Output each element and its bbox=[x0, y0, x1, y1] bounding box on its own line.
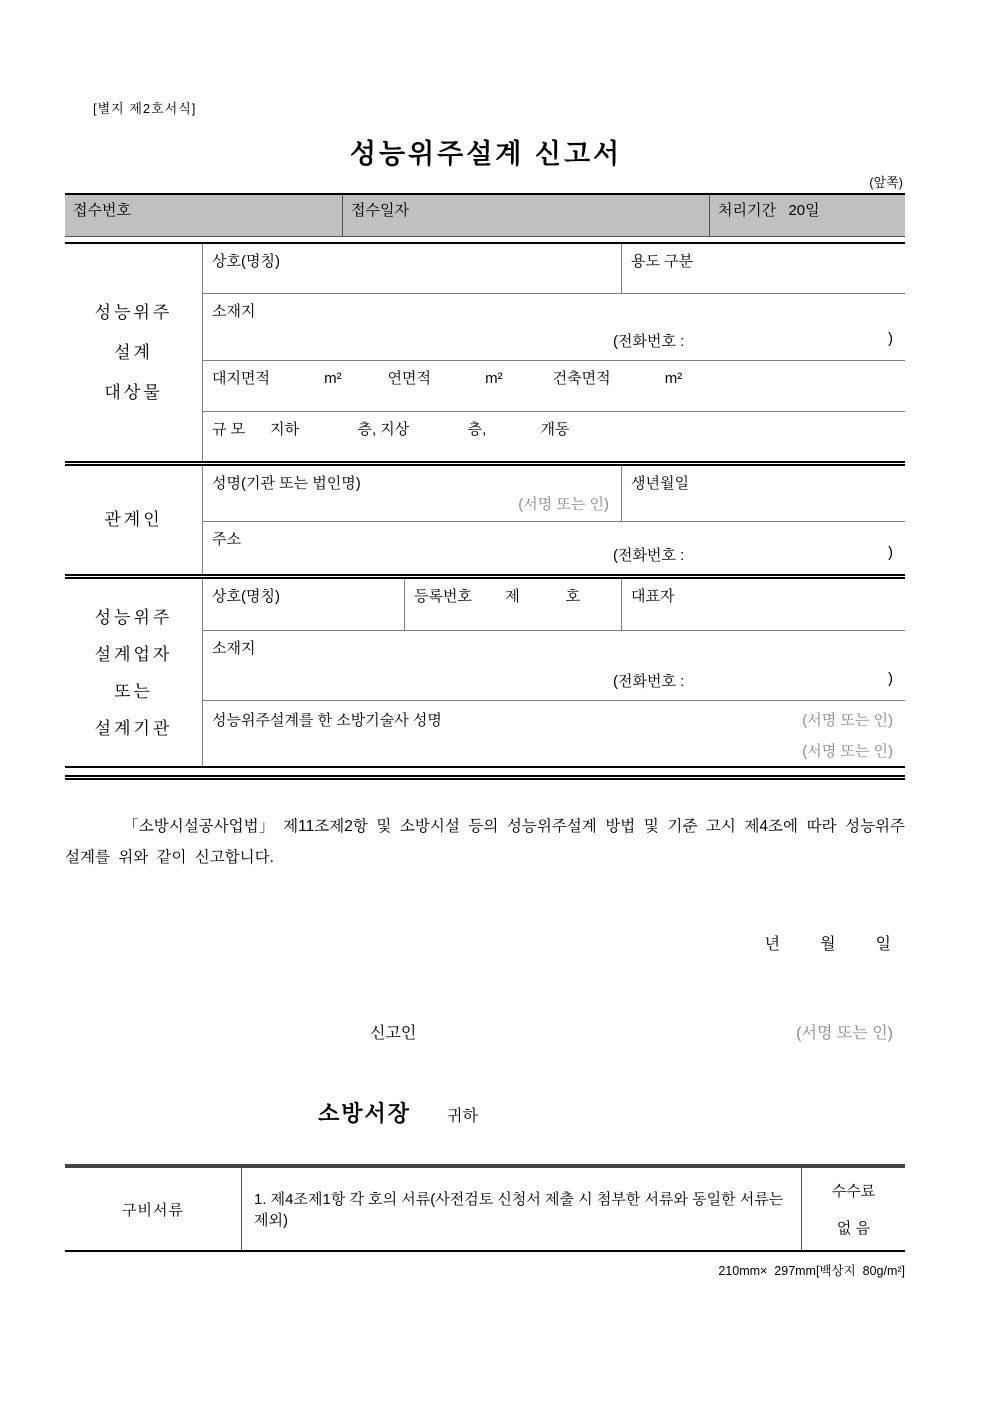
fire-engineer-label: 성능위주설계를 한 소방기술사 성명 bbox=[212, 712, 442, 729]
designer-trade-name-cell: 상호(명칭) bbox=[203, 579, 405, 630]
phone-number-line bbox=[613, 330, 905, 351]
attachments-item-cell: 1. 제4조제1항 각 호의 서류(사전검토 신청서 제출 시 첨부한 서류와 동일한 서류는 제외) bbox=[242, 1168, 802, 1250]
design-target-section bbox=[65, 242, 905, 466]
attachments-table bbox=[65, 1164, 905, 1252]
scale-fields: 규 모 지하 층, 지상 층, 개동 bbox=[212, 421, 570, 438]
fee-cell bbox=[802, 1168, 905, 1250]
related-person-section-label bbox=[65, 466, 203, 574]
fire-engineer-row bbox=[203, 701, 905, 766]
phone-number-line bbox=[613, 544, 905, 565]
page-title: 성능위주설계 신고서 bbox=[349, 139, 623, 169]
paper-spec-label: 210mm× 297mm[백상지 80g/m²] bbox=[718, 1264, 905, 1278]
declarant-label: 신고인 bbox=[370, 1025, 417, 1042]
declarant-row bbox=[65, 1020, 905, 1043]
declaration-text: 「소방시설공사업법」 제11조제2항 및 소방시설 등의 성능위주설계 방법 및 기준 고시 제4조에 따라 성능위주설계를 위와 같이 신고합니다. bbox=[65, 818, 905, 866]
person-name-row bbox=[203, 466, 905, 522]
attachments-label-cell: 구비서류 bbox=[65, 1168, 242, 1250]
processing-period-cell: 처리기간 20일 bbox=[718, 202, 820, 219]
section-label-line: 성능위주 bbox=[94, 302, 173, 322]
section-label-line: 성능위주 bbox=[94, 607, 173, 627]
designer-section-label bbox=[65, 579, 203, 766]
trade-name-row bbox=[203, 244, 905, 294]
honorific-label: 귀하 bbox=[447, 1108, 478, 1125]
receipt-header-table bbox=[65, 193, 905, 237]
representative-cell: 대표자 bbox=[631, 588, 675, 605]
sign-or-seal-label: (서명 또는 인) bbox=[518, 496, 609, 513]
area-row bbox=[203, 361, 905, 412]
front-side-marker: (앞쪽) bbox=[869, 175, 903, 190]
designer-location-row bbox=[203, 631, 905, 701]
phone-suffix: ) bbox=[888, 330, 893, 347]
address-label: 주소 bbox=[212, 531, 241, 548]
section-label-line: 설계기관 bbox=[94, 718, 173, 738]
scale-row bbox=[203, 412, 905, 461]
recipient-title: 소방서장 bbox=[318, 1101, 412, 1126]
use-class-cell: 용도 구분 bbox=[631, 253, 694, 270]
phone-number-line bbox=[613, 670, 905, 691]
section-label-line: 또는 bbox=[114, 681, 153, 701]
person-name-label: 성명(기관 또는 법인명) bbox=[212, 475, 361, 492]
birth-date-cell: 생년월일 bbox=[631, 475, 689, 492]
designer-name-row bbox=[203, 579, 905, 631]
phone-suffix: ) bbox=[888, 544, 893, 561]
section-label-line: 설계업자 bbox=[94, 644, 173, 664]
form-code-label: [별지 제2호서식] bbox=[93, 101, 197, 116]
phone-suffix: ) bbox=[888, 670, 893, 687]
date-line: 년 월 일 bbox=[764, 936, 891, 953]
location-label: 소재지 bbox=[212, 303, 256, 320]
fee-label: 수수료 bbox=[831, 1183, 876, 1200]
related-person-section bbox=[65, 466, 905, 579]
person-name-cell bbox=[203, 466, 622, 521]
section-end-rule bbox=[65, 775, 905, 780]
form-body bbox=[65, 172, 905, 1279]
phone-prefix: (전화번호 : bbox=[613, 547, 685, 564]
phone-prefix: (전화번호 : bbox=[613, 673, 685, 690]
designer-location-label: 소재지 bbox=[212, 640, 256, 657]
section-label-line: 대상물 bbox=[104, 382, 163, 402]
address-row bbox=[203, 522, 905, 574]
section-label-line: 관계인 bbox=[104, 510, 163, 529]
designer-section bbox=[65, 579, 905, 768]
location-row bbox=[203, 294, 905, 361]
registration-number-cell: 등록번호 제 호 bbox=[405, 579, 622, 630]
sign-or-seal-label: (서명 또는 인) bbox=[796, 1025, 893, 1042]
recipient-row bbox=[65, 1097, 905, 1128]
area-fields: 대지면적 m² 연면적 m² 건축면적 m² bbox=[212, 370, 683, 387]
sign-or-seal-label: (서명 또는 인) bbox=[802, 712, 893, 729]
phone-prefix: (전화번호 : bbox=[613, 333, 685, 350]
trade-name-cell: 상호(명칭) bbox=[203, 244, 622, 293]
section-label-line: 설계 bbox=[114, 342, 153, 362]
design-target-section-label bbox=[65, 244, 203, 461]
receipt-number-cell: 접수번호 bbox=[65, 195, 343, 236]
sign-or-seal-label: (서명 또는 인) bbox=[802, 743, 893, 760]
receipt-date-cell: 접수일자 bbox=[343, 195, 710, 236]
fee-value: 없 음 bbox=[836, 1220, 871, 1237]
